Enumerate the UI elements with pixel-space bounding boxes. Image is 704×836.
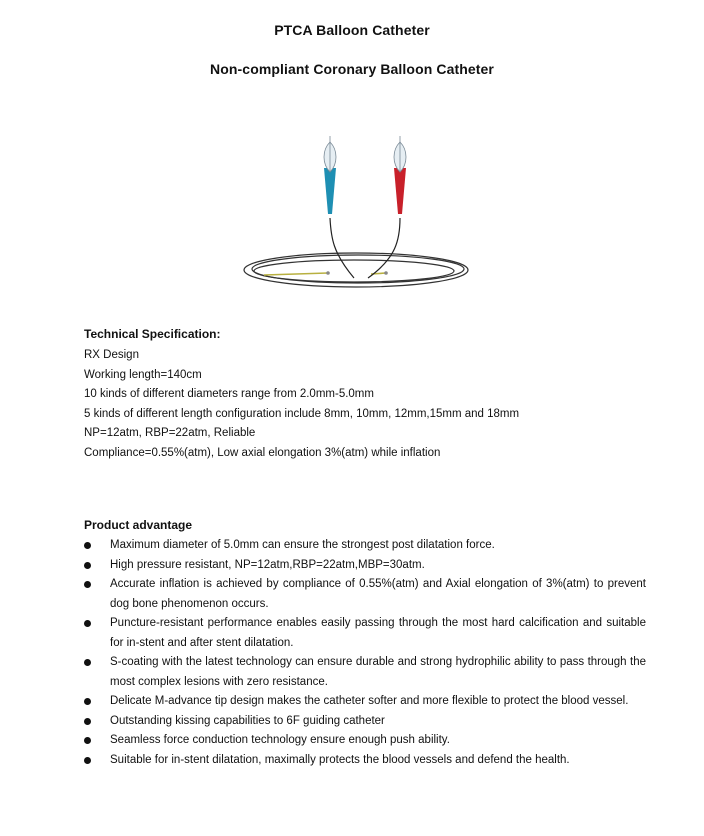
bullet-icon [84,659,91,666]
advantage-text: Maximum diameter of 5.0mm can ensure the strongest post dilatation force. [110,539,495,551]
spec-item: 5 kinds of different length configuration include 8mm, 10mm, 12mm,15mm and 18mm [84,407,520,420]
advantage-text: Delicate M-advance tip design makes the catheter softer and more flexible to protect the blood vessel. [110,695,629,707]
spec-item: NP=12atm, RBP=22atm, Reliable [84,427,256,439]
catheter-coil [244,253,468,287]
spec-item: 10 kinds of different diameters range from 2.0mm-5.0mm [84,388,374,400]
advantage-item [84,731,646,751]
product-advantage-list [84,536,646,770]
spec-item: Working length=140cm [84,368,202,381]
advantage-text: S-coating with the latest technology can ensure durable and strong hydrophilic ability to pass through the most complex lesions with zero resistance. [110,656,646,688]
advantage-text: Puncture-resistant performance enables easily passing through the most hard calcification and suitable for in-stent and after stent dilatation. [110,617,646,649]
page-subtitle: Non-compliant Coronary Balloon Catheter [210,61,494,77]
advantage-text: Suitable for in-stent dilatation, maximally protects the blood vessels and defend the health. [110,753,570,766]
advantage-text: Seamless force conduction technology ensure enough push ability. [110,734,450,746]
marker-dot [326,271,330,275]
advantage-item [84,712,646,732]
spec-item: RX Design [84,349,139,361]
bullet-icon [84,620,91,627]
technical-specification-list [84,346,519,463]
spec-item: Compliance=0.55%(atm), Low axial elongation 3%(atm) while inflation [84,446,441,459]
advantage-text: High pressure resistant, NP=12atm,RBP=22atm,MBP=30atm. [110,558,425,571]
guidewire [264,273,386,275]
blue-catheter [324,136,354,278]
balloon-catheter-illustration [236,128,476,293]
advantage-item [84,556,646,576]
bullet-icon [84,581,91,588]
product-advantage-heading: Product advantage [84,518,193,532]
bullet-icon [84,718,91,725]
bullet-icon [84,737,91,744]
marker-dot [384,271,388,275]
advantage-text: Outstanding kissing capabilities to 6F guiding catheter [110,714,385,727]
bullet-icon [84,698,91,705]
advantage-item [84,575,646,614]
page-title: PTCA Balloon Catheter [274,22,430,38]
advantage-item [84,614,646,653]
advantage-text: Accurate inflation is achieved by compliance of 0.55%(atm) and Axial elongation of 3%(atm) to prevent dog bone phenomenon occurs. [110,578,646,610]
technical-specification-heading: Technical Specification: [84,327,221,341]
bullet-icon [84,542,91,549]
advantage-item [84,692,646,712]
bullet-icon [84,562,91,569]
advantage-item [84,653,646,692]
advantage-item [84,751,646,771]
bullet-icon [84,757,91,764]
advantage-item [84,536,646,556]
